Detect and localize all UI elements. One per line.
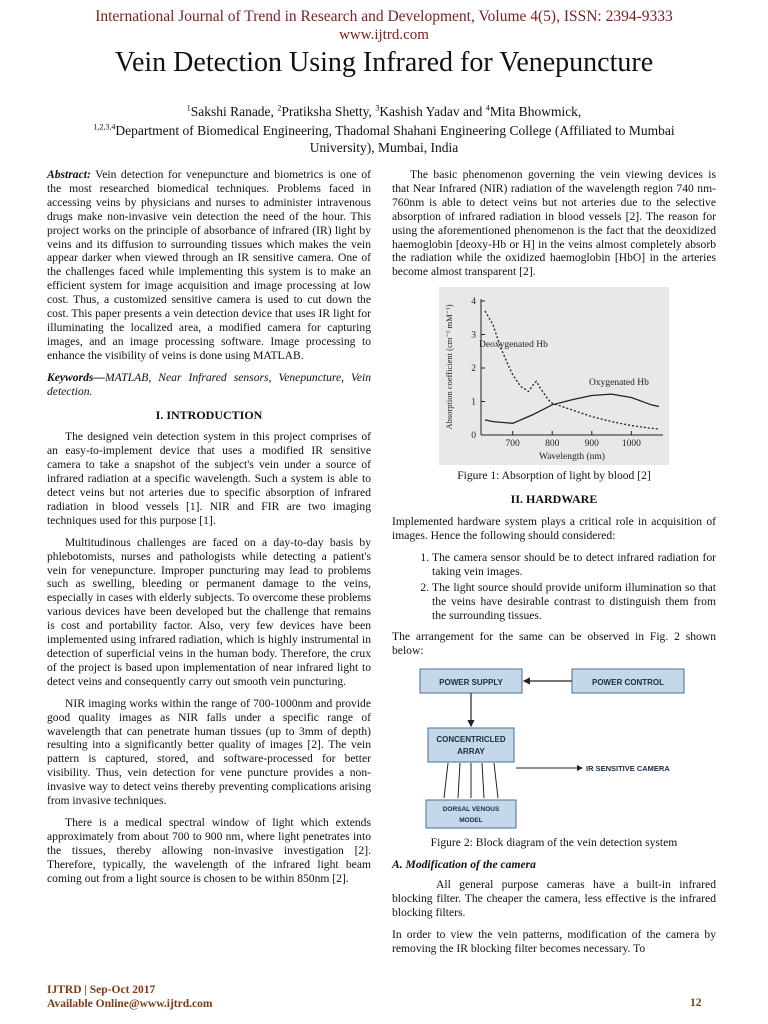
author-1: Sakshi Ranade,	[190, 104, 278, 119]
modification-paragraph-1: All general purpose cameras have a built-in infrared blocking filter. The cheaper the camera, less effective is the infrared blocking filters.	[392, 878, 716, 919]
keywords-label: Keywords—	[47, 370, 105, 384]
abstract	[47, 168, 371, 363]
affiliation	[60, 122, 708, 156]
legend-oxygenated: Oxygenated Hb	[589, 378, 649, 389]
section-heading-introduction: I. INTRODUCTION	[155, 407, 263, 422]
y-tick-label: 3	[471, 330, 476, 341]
y-tick-label: 4	[471, 297, 476, 308]
keywords-text: MATLAB, Near Infrared sensors, Venepuncture, Vein detection.	[47, 370, 371, 398]
ray-line	[458, 763, 460, 798]
x-tick-label: 1000	[621, 439, 641, 450]
led-array-block	[428, 728, 514, 762]
right-column	[392, 168, 716, 964]
author-1-sup: 1	[186, 103, 191, 113]
left-column	[47, 168, 371, 894]
journal-url[interactable]: www.ijtrd.com	[339, 27, 429, 43]
footer-issue: IJTRD | Sep-Oct 2017	[47, 984, 156, 996]
x-tick-label: 800	[545, 439, 560, 450]
legend-deoxygenated: Deoxygenated Hb	[479, 340, 548, 351]
intro-paragraph-4: There is a medical spectral window of light which extends approximately from about 700 to 900 nm, where light penetrates into the tissues, thereby allowing non-invasive investigation [2]. Therefore, typically, the wavelength of the infrared light beam coming out from a light source is chosen to be within 850nm [2].	[47, 815, 371, 885]
author-4: Mita Bhowmick,	[489, 104, 582, 119]
x-tick-label: 700	[505, 439, 520, 450]
list-item: 2. The light source should provide uniform illumination so that the veins have desirable contrast to distinguish them from the surrounding tissues.	[432, 581, 716, 623]
journal-header: International Journal of Trend in Research and Development, Volume 4(5), ISSN: 2394-9333	[95, 8, 673, 25]
author-3-sup: 3	[375, 103, 380, 113]
section-heading-hardware: II. HARDWARE	[510, 492, 598, 507]
ray-line	[494, 763, 498, 798]
intro-paragraph-1: The designed vein detection system in this project comprises of an easy-to-implement device that uses a modified IR sensitive camera to take a snapshot of the subject's vein under a source of infrared radiation at a specific wavelength. Such a system is able to detect veins but not arteries due to specific absorption of infrared radiation in blood vessels [1]. NIR and FIR are two imaging techniques used for this purpose [1].	[47, 430, 371, 527]
author-3: Kashish Yadav and	[379, 104, 486, 119]
ir-camera-label: IR SENSITIVE CAMERA	[586, 764, 670, 774]
phenomenon-paragraph: The basic phenomenon governing the vein viewing devices is that Near Infrared (NIR) radiation of the wavelength region 740 nm-760nm is able to detect veins but not arteries due to the selective absorption of infrared radiation in blood vessels [2]. The reason for using the aforementioned phenomenon is the fact that the deoxidized haemoglobin [deoxy-Hb or H] in the veins almost completely absorb the radiation while the oxidized haemoglobin [HbO] in the arteries become almost transparent [2].	[392, 168, 716, 279]
y-tick-label: 1	[471, 397, 476, 408]
ray-line	[482, 763, 484, 798]
dorsal-model-label-line-2: MODEL	[459, 817, 483, 825]
author-list	[0, 104, 768, 120]
page-number: 12	[690, 997, 702, 1009]
paper-title: Vein Detection Using Infrared for Venepuncture	[114, 47, 654, 78]
led-array-label-line-1: CONCENTRICLED	[436, 735, 506, 745]
footer-left	[47, 983, 212, 1011]
footer-online[interactable]: Available Online@www.ijtrd.com	[47, 998, 213, 1010]
abstract-text: Vein detection for venepuncture and biometrics is one of the most researched biomedical techniques. Problems faced in accessing veins by physicians and nurses to administer intravenous drugs make non-invasive vein detection the need of the hour. This project works on the principle of absorbance of infrared (IR) light by veins and its diffusion to surrounding tissues which makes the vein appear darker when viewed through an IR sensitive camera. One of the challenges faced while implementing this system is to make an efficient system for image acquisition and image processing at low cost. Thus, a customized sensitive camera is used to cut down the cost. This paper presents a vein detection device that uses IR light for illuminating the localized area, a modified camera for capturing images, and an image processing software. Image processing to enhance the visibility of veins is done using MATLAB.	[47, 168, 371, 362]
abstract-label: Abstract:	[47, 168, 91, 181]
author-4-sup: 4	[485, 103, 490, 113]
keywords	[47, 371, 371, 399]
ray-line	[444, 763, 448, 798]
author-2: Pratiksha Shetty,	[281, 104, 376, 119]
power-control-label: POWER CONTROL	[592, 678, 664, 688]
hardware-intro: Implemented hardware system plays a critical role in acquisition of images. Hence the following should considered:	[392, 515, 716, 542]
figure-2-caption: Figure 2: Block diagram of the vein detection system	[430, 836, 678, 850]
x-axis-label: Wavelength (nm)	[539, 452, 605, 463]
author-2-sup: 2	[277, 103, 282, 113]
power-supply-label: POWER SUPPLY	[439, 678, 503, 688]
x-tick-label: 900	[584, 439, 599, 450]
affiliation-sup: 1,2,3,4	[93, 122, 116, 132]
intro-paragraph-3: NIR imaging works within the range of 700-1000nm and provide good quality images as NIR falls under a specific range of wavelength that can penetrate human tissues (up to 3mm of depth) resulting into a significantly better quality of images [2]. The vein pattern is captured, stored, and software-processed for better visibility. Thus, vein detection for vene puncture provides a non-invasive way to detect veins thereby preventing complications arising from invasive techniques.	[47, 696, 371, 808]
modification-paragraph-2: In order to view the vein patterns, modification of the camera by removing the IR blocking filter becomes necessary. To	[392, 927, 716, 955]
hardware-requirements-list	[392, 551, 716, 623]
intro-paragraph-2: Multitudinous challenges are faced on a day-to-day basis by phlebotomists, nurses and pathologists while detecting a patient's vein for venepuncture. Improper puncturing may lead to problems such as swelling, bleeding or permanent damage to the veins, especially in cases with elderly subjects. To overcome these problems various devices have been developed but the challenge that remains is cost and portability factor. Also, very few devices have been implemented using infrared radiation, which is highly instrumental in detection of superficial veins in the human body. Therefore, the crux of the project is based upon implementation of near infrared light to detect veins and consequently carry out smooth vein puncturing.	[47, 535, 371, 688]
led-array-label-line-2: ARRAY	[457, 747, 485, 757]
subsection-heading-modification: A. Modification of the camera	[392, 858, 536, 872]
absorption-chart	[439, 287, 669, 465]
affiliation-line-2: University), Mumbai, India	[309, 140, 459, 155]
y-tick-label: 2	[471, 364, 476, 375]
figure-1-caption: Figure 1: Absorption of light by blood [2]	[457, 469, 651, 483]
dorsal-model-label-line-1: DORSAL VENOUS	[442, 806, 500, 814]
affiliation-line-1: Department of Biomedical Engineering, Thadomal Shahani Engineering College (Affiliated to Mumbai	[115, 123, 675, 138]
y-tick-label: 0	[471, 431, 476, 442]
block-diagram	[404, 666, 704, 832]
y-axis-label: Absorption coefficient (cm⁻¹ mM⁻¹)	[444, 304, 454, 430]
list-item: 1. The camera sensor should be to detect infrared radiation for taking vein images.	[432, 551, 716, 579]
arrangement-paragraph: The arrangement for the same can be observed in Fig. 2 shown below:	[392, 630, 716, 658]
